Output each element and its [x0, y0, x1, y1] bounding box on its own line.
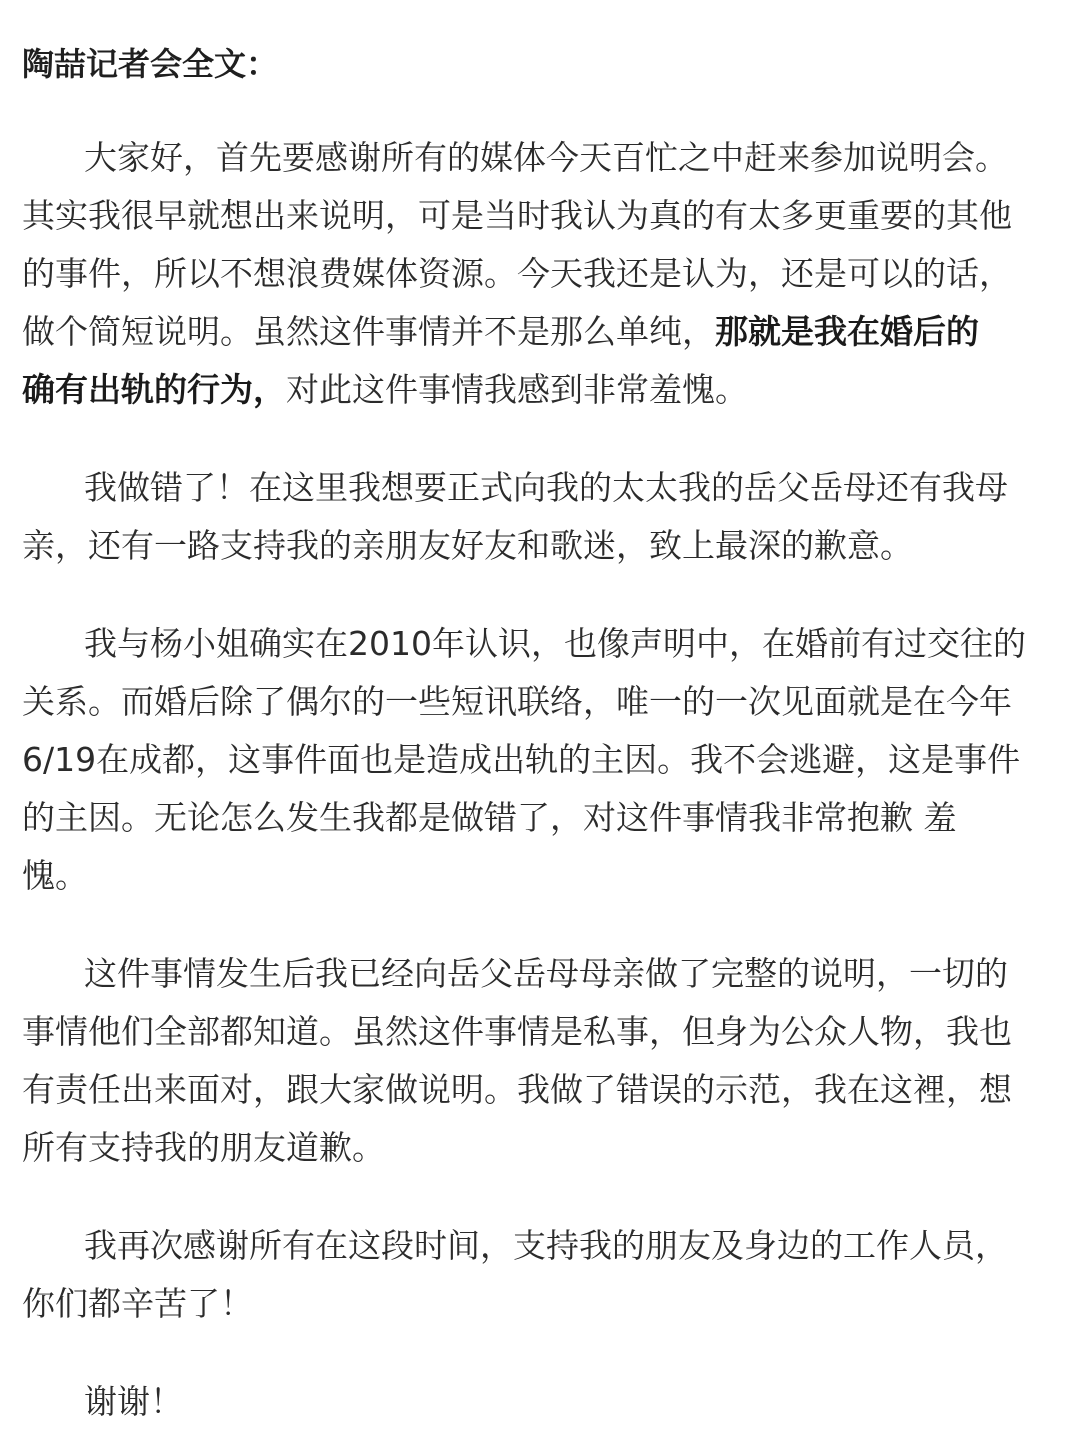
paragraph-3-line-2: 关系。而婚后除了偶尔的一些短讯联络，唯一的一次见面就是在今年 [22, 682, 1012, 721]
paragraph-5-line-2: 你们都辛苦了！ [22, 1284, 253, 1323]
paragraph-1-bold-text-b: 确有出轨的行为， [22, 370, 286, 409]
paragraph-3-line-5: 愧。 [22, 856, 88, 895]
paragraph-1-line-4 [22, 312, 979, 352]
paragraph-1-bold-text-a: 那就是我在婚后的 [715, 312, 979, 351]
paragraph-3-line-1: 我与杨小姐确实在2010年认识，也像声明中，在婚前有过交往的 [84, 624, 1026, 663]
paragraph-1-line-5 [22, 370, 748, 410]
paragraph-1-line-3: 的事件，所以不想浪费媒体资源。今天我还是认为，还是可以的话， [22, 254, 1012, 293]
paragraph-1-line-2: 其实我很早就想出来说明，可是当时我认为真的有太多更重要的其他 [22, 196, 1012, 235]
paragraph-4-line-2: 事情他们全部都知道。虽然这件事情是私事，但身为公众人物，我也 [22, 1012, 1012, 1051]
paragraph-1-line-4-text: 做个简短说明。虽然这件事情并不是那么单纯， [22, 312, 715, 351]
paragraph-6-line-1: 谢谢！ [84, 1382, 183, 1421]
paragraph-3-line-4: 的主因。无论怎么发生我都是做错了，对这件事情我非常抱歉 羞 [22, 798, 957, 837]
paragraph-4-line-1: 这件事情发生后我已经向岳父岳母母亲做了完整的说明，一切的 [84, 954, 1008, 993]
paragraph-2-line-2: 亲，还有一路支持我的亲朋友好友和歌迷，致上最深的歉意。 [22, 526, 913, 565]
paragraph-2-line-1: 我做错了！在这里我想要正式向我的太太我的岳父岳母还有我母 [84, 468, 1008, 507]
paragraph-3-line-3: 6/19在成都，这事件面也是造成出轨的主因。我不会逃避，这是事件 [22, 740, 1021, 779]
paragraph-4-line-3: 有责任出来面对，跟大家做说明。我做了错误的示范，我在这裡，想 [22, 1070, 1012, 1109]
paragraph-5-line-1: 我再次感谢所有在这段时间，支持我的朋友及身边的工作人员， [84, 1226, 1008, 1265]
paragraph-4-line-4: 所有支持我的朋友道歉。 [22, 1128, 385, 1167]
article-title: 陶喆记者会全文： [22, 45, 279, 83]
paragraph-1-line-5-text: 对此这件事情我感到非常羞愧。 [286, 370, 748, 409]
paragraph-1-line-1: 大家好，首先要感谢所有的媒体今天百忙之中赶来参加说明会。 [84, 138, 1008, 177]
